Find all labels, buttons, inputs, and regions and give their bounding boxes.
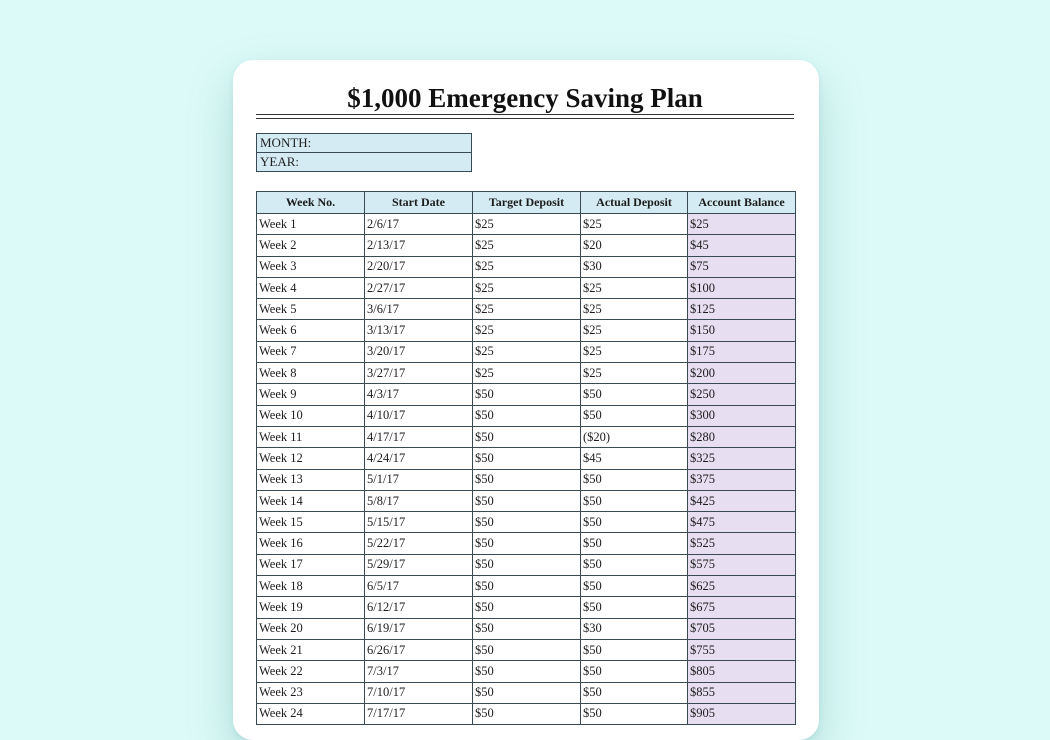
week-cell: Week 3 [257,256,365,277]
table-body [257,214,796,725]
start-date-cell: 3/13/17 [365,320,473,341]
actual-deposit-cell: $50 [581,384,688,405]
actual-deposit-cell: $25 [581,277,688,298]
start-date-cell: 5/15/17 [365,512,473,533]
actual-deposit-cell: $50 [581,661,688,682]
week-cell: Week 17 [257,554,365,575]
account-balance-cell: $325 [688,448,796,469]
target-deposit-cell: $50 [473,469,581,490]
target-deposit-cell: $50 [473,448,581,469]
table-row [257,597,796,618]
table-row [257,533,796,554]
table-row [257,405,796,426]
week-cell: Week 20 [257,618,365,639]
start-date-cell: 3/20/17 [365,341,473,362]
account-balance-cell: $75 [688,256,796,277]
account-balance-cell: $280 [688,426,796,447]
start-date-cell: 3/27/17 [365,363,473,384]
target-deposit-cell: $50 [473,661,581,682]
start-date-cell: 4/24/17 [365,448,473,469]
account-balance-cell: $525 [688,533,796,554]
actual-deposit-cell: $50 [581,490,688,511]
week-cell: Week 23 [257,682,365,703]
account-balance-cell: $25 [688,214,796,235]
table-row [257,554,796,575]
table-row [257,661,796,682]
table-row [257,214,796,235]
week-cell: Week 18 [257,576,365,597]
month-field[interactable]: MONTH: [257,134,472,153]
week-cell: Week 4 [257,277,365,298]
actual-deposit-cell: $30 [581,618,688,639]
start-date-cell: 7/17/17 [365,703,473,724]
table-row [257,384,796,405]
target-deposit-cell: $50 [473,512,581,533]
target-deposit-cell: $50 [473,618,581,639]
start-date-cell: 2/13/17 [365,235,473,256]
actual-deposit-cell: $25 [581,320,688,341]
week-cell: Week 15 [257,512,365,533]
start-date-cell: 5/22/17 [365,533,473,554]
target-deposit-cell: $50 [473,533,581,554]
account-balance-cell: $150 [688,320,796,341]
week-cell: Week 6 [257,320,365,341]
actual-deposit-cell: $50 [581,597,688,618]
account-balance-cell: $375 [688,469,796,490]
table-row [257,256,796,277]
week-cell: Week 1 [257,214,365,235]
start-date-cell: 6/19/17 [365,618,473,639]
account-balance-cell: $125 [688,299,796,320]
account-balance-cell: $705 [688,618,796,639]
actual-deposit-cell: $30 [581,256,688,277]
account-balance-cell: $45 [688,235,796,256]
target-deposit-cell: $25 [473,299,581,320]
actual-deposit-cell: $45 [581,448,688,469]
account-balance-cell: $575 [688,554,796,575]
week-cell: Week 14 [257,490,365,511]
account-balance-cell: $100 [688,277,796,298]
table-row [257,512,796,533]
year-field[interactable]: YEAR: [257,153,472,172]
title-underline [256,114,794,119]
table-row [257,277,796,298]
week-cell: Week 2 [257,235,365,256]
table-row [257,490,796,511]
actual-deposit-cell: $50 [581,703,688,724]
actual-deposit-cell: $50 [581,469,688,490]
start-date-cell: 7/10/17 [365,682,473,703]
start-date-cell: 4/17/17 [365,426,473,447]
target-deposit-cell: $50 [473,490,581,511]
table-row [257,448,796,469]
actual-deposit-cell: $25 [581,341,688,362]
start-date-cell: 2/6/17 [365,214,473,235]
target-deposit-cell: $50 [473,384,581,405]
target-deposit-cell: $50 [473,576,581,597]
week-cell: Week 8 [257,363,365,384]
table-row [257,618,796,639]
start-date-cell: 6/5/17 [365,576,473,597]
start-date-cell: 5/1/17 [365,469,473,490]
target-deposit-cell: $50 [473,405,581,426]
week-cell: Week 10 [257,405,365,426]
start-date-cell: 7/3/17 [365,661,473,682]
actual-deposit-cell: $25 [581,299,688,320]
month-row [257,134,472,153]
start-date-cell: 2/27/17 [365,277,473,298]
start-date-cell: 2/20/17 [365,256,473,277]
table-row [257,320,796,341]
start-date-cell: 5/29/17 [365,554,473,575]
week-cell: Week 9 [257,384,365,405]
col-header-target-deposit: Target Deposit [473,192,581,214]
week-cell: Week 21 [257,639,365,660]
start-date-cell: 4/10/17 [365,405,473,426]
actual-deposit-cell: $20 [581,235,688,256]
start-date-cell: 4/3/17 [365,384,473,405]
week-cell: Week 7 [257,341,365,362]
target-deposit-cell: $25 [473,235,581,256]
table-header-row [257,192,796,214]
account-balance-cell: $855 [688,682,796,703]
actual-deposit-cell: $50 [581,405,688,426]
week-cell: Week 13 [257,469,365,490]
savings-table [256,191,796,725]
table-row [257,469,796,490]
account-balance-cell: $755 [688,639,796,660]
week-cell: Week 22 [257,661,365,682]
target-deposit-cell: $50 [473,639,581,660]
table-row [257,299,796,320]
target-deposit-cell: $25 [473,277,581,298]
account-balance-cell: $175 [688,341,796,362]
target-deposit-cell: $50 [473,426,581,447]
account-balance-cell: $675 [688,597,796,618]
week-cell: Week 24 [257,703,365,724]
target-deposit-cell: $50 [473,682,581,703]
week-cell: Week 19 [257,597,365,618]
week-cell: Week 12 [257,448,365,469]
account-balance-cell: $200 [688,363,796,384]
table-row [257,235,796,256]
table-row [257,341,796,362]
document-title: $1,000 Emergency Saving Plan [347,83,703,113]
table-row [257,576,796,597]
actual-deposit-cell: $25 [581,214,688,235]
table-row [257,639,796,660]
table-row [257,682,796,703]
start-date-cell: 3/6/17 [365,299,473,320]
col-header-start-date: Start Date [365,192,473,214]
target-deposit-cell: $25 [473,341,581,362]
actual-deposit-cell: $50 [581,512,688,533]
actual-deposit-cell: $25 [581,363,688,384]
target-deposit-cell: $25 [473,256,581,277]
account-balance-cell: $475 [688,512,796,533]
account-balance-cell: $905 [688,703,796,724]
week-cell: Week 11 [257,426,365,447]
target-deposit-cell: $50 [473,554,581,575]
table-row [257,363,796,384]
target-deposit-cell: $25 [473,214,581,235]
actual-deposit-cell: $50 [581,682,688,703]
actual-deposit-cell: ($20) [581,426,688,447]
year-row [257,153,472,172]
table-row [257,703,796,724]
start-date-cell: 5/8/17 [365,490,473,511]
target-deposit-cell: $25 [473,320,581,341]
actual-deposit-cell: $50 [581,639,688,660]
col-header-actual-deposit: Actual Deposit [581,192,688,214]
actual-deposit-cell: $50 [581,576,688,597]
week-cell: Week 5 [257,299,365,320]
target-deposit-cell: $25 [473,363,581,384]
actual-deposit-cell: $50 [581,533,688,554]
col-header-week-no: Week No. [257,192,365,214]
start-date-cell: 6/26/17 [365,639,473,660]
account-balance-cell: $625 [688,576,796,597]
col-header-account-balance: Account Balance [688,192,796,214]
actual-deposit-cell: $50 [581,554,688,575]
target-deposit-cell: $50 [473,703,581,724]
month-year-box [256,133,472,172]
account-balance-cell: $805 [688,661,796,682]
table-row [257,426,796,447]
account-balance-cell: $300 [688,405,796,426]
account-balance-cell: $250 [688,384,796,405]
target-deposit-cell: $50 [473,597,581,618]
week-cell: Week 16 [257,533,365,554]
account-balance-cell: $425 [688,490,796,511]
start-date-cell: 6/12/17 [365,597,473,618]
